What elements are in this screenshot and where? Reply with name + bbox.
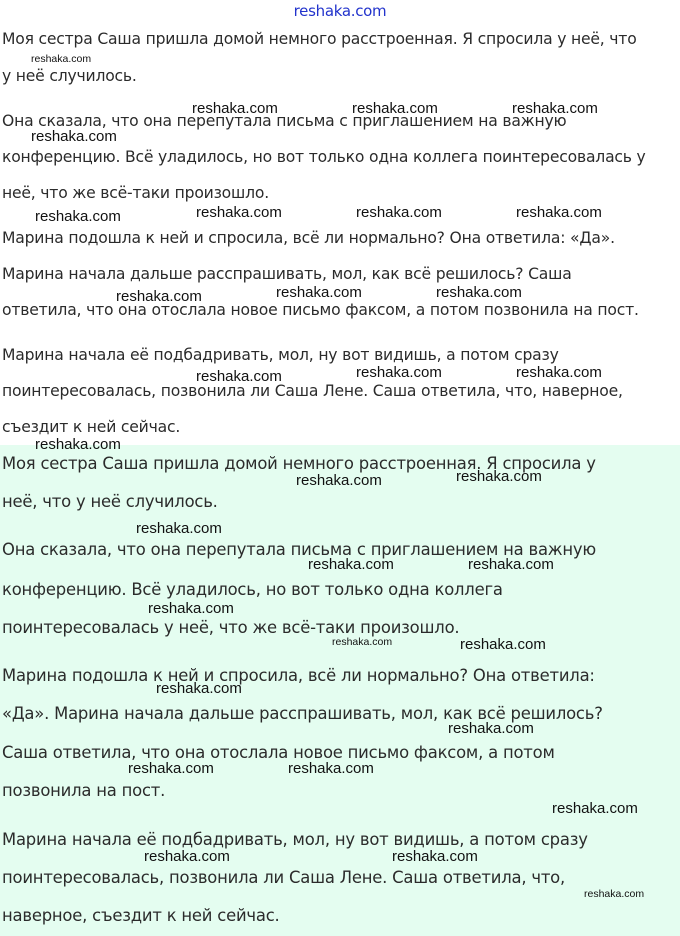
watermark: reshaka.com — [31, 53, 92, 65]
text-line: съездит к ней сейчас. — [2, 418, 181, 436]
text-line: Саша ответила, что она отослала новое письмо факсом, а потом — [2, 743, 555, 762]
text-line: конференцию. Всё уладилось, но вот только одна коллега поинтересовалась у — [2, 148, 646, 166]
text-line: Моя сестра Саша пришла домой немного расстроенная. Я спросила у неё, что — [2, 30, 637, 48]
text-line: наверное, съездит к ней сейчас. — [2, 906, 280, 925]
watermark: reshaka.com — [31, 128, 117, 145]
watermark: reshaka.com — [196, 204, 282, 221]
watermark: reshaka.com — [276, 284, 362, 301]
watermark: reshaka.com — [448, 720, 534, 737]
text-line: Она сказала, что она перепутала письма с приглашением на важную — [2, 540, 596, 559]
corrected-text-section — [0, 445, 680, 936]
watermark: reshaka.com — [512, 100, 598, 117]
text-line: неё, что же всё-таки произошло. — [2, 184, 269, 202]
text-line: неё, что у неё случилось. — [2, 492, 218, 511]
watermark: reshaka.com — [288, 760, 374, 777]
text-line: Моя сестра Саша пришла домой немного расстроенная. Я спросила у — [2, 454, 596, 473]
watermark: reshaka.com — [356, 204, 442, 221]
text-line: Марина подошла к ней и спросила, всё ли нормально? Она ответила: «Да». — [2, 229, 615, 247]
watermark: reshaka.com — [468, 556, 554, 573]
watermark: reshaka.com — [308, 556, 394, 573]
watermark: reshaka.com — [116, 288, 202, 305]
watermark: reshaka.com — [516, 364, 602, 381]
watermark: reshaka.com — [584, 888, 645, 900]
text-line: ответила, что она отослала новое письмо факсом, а потом позвонила на пост. — [2, 301, 639, 319]
watermark: reshaka.com — [296, 472, 382, 489]
header-watermark: reshaka.com — [293, 2, 387, 20]
text-line: «Да». Марина начала дальше расспрашивать, мол, как всё решилось? — [2, 704, 603, 723]
watermark: reshaka.com — [35, 436, 121, 453]
text-line: конференцию. Всё уладилось, но вот только одна коллега — [2, 580, 503, 599]
text-line: поинтересовалась у неё, что же всё-таки произошло. — [2, 618, 460, 637]
watermark: reshaka.com — [35, 208, 121, 225]
watermark: reshaka.com — [436, 284, 522, 301]
watermark: reshaka.com — [192, 100, 278, 117]
watermark: reshaka.com — [144, 848, 230, 865]
watermark: reshaka.com — [128, 760, 214, 777]
watermark: reshaka.com — [392, 848, 478, 865]
text-line: Марина начала её подбадривать, мол, ну вот видишь, а потом сразу — [2, 346, 559, 364]
watermark: reshaka.com — [196, 368, 282, 385]
text-line: у неё случилось. — [2, 67, 137, 85]
watermark: reshaka.com — [516, 204, 602, 221]
text-line: поинтересовалась, позвонила ли Саша Лене. Саша ответила, что, наверное, — [2, 382, 623, 400]
watermark: reshaka.com — [156, 680, 242, 697]
watermark: reshaka.com — [148, 600, 234, 617]
watermark: reshaka.com — [552, 800, 638, 817]
text-line: позвонила на пост. — [2, 781, 166, 800]
text-line: Она сказала, что она перепутала письма с приглашением на важную — [2, 112, 567, 130]
text-line: Марина начала её подбадривать, мол, ну вот видишь, а потом сразу — [2, 830, 588, 849]
watermark: reshaka.com — [460, 636, 546, 653]
text-line: Марина подошла к ней и спросила, всё ли нормально? Она ответила: — [2, 666, 595, 685]
watermark: reshaka.com — [136, 520, 222, 537]
text-line: поинтересовалась, позвонила ли Саша Лене. Саша ответила, что, — [2, 868, 566, 887]
watermark: reshaka.com — [352, 100, 438, 117]
watermark: reshaka.com — [332, 636, 393, 648]
watermark: reshaka.com — [456, 468, 542, 485]
watermark: reshaka.com — [356, 364, 442, 381]
text-line: Марина начала дальше расспрашивать, мол, как всё решилось? Саша — [2, 265, 572, 283]
